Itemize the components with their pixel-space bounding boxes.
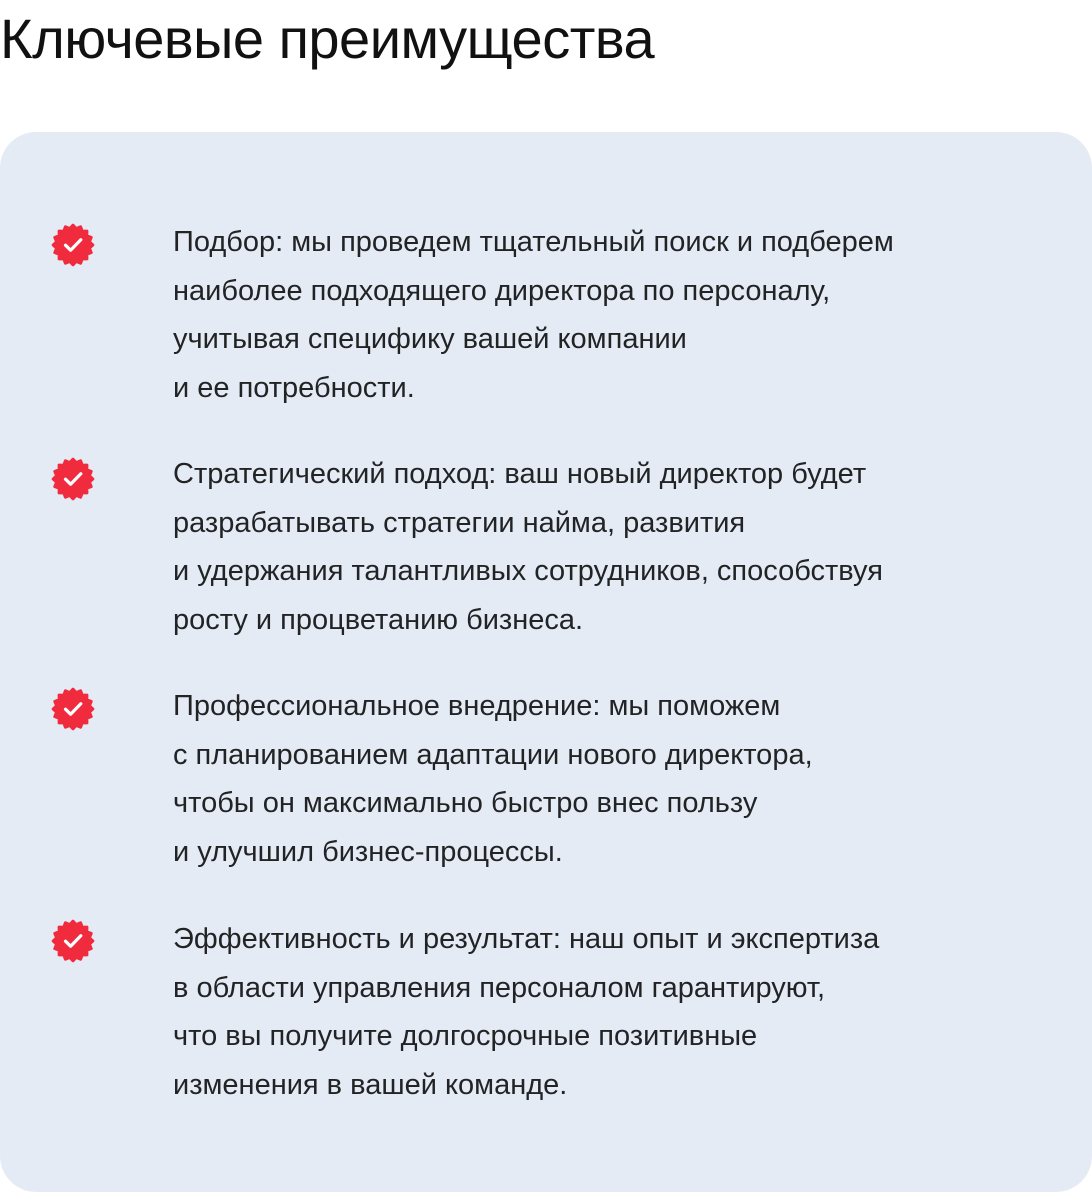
- badge-check-icon: [50, 456, 96, 502]
- benefit-line: Эффективность и результат: наш опыт и экспертиза: [173, 923, 880, 955]
- benefit-line: росту и процветанию бизнеса.: [173, 603, 584, 636]
- benefit-line: с планированием адаптации нового директора,: [173, 738, 813, 771]
- benefit-line: и ее потребности.: [173, 371, 415, 404]
- benefit-text: [173, 682, 1053, 876]
- badge-check-icon: [50, 918, 96, 964]
- benefit-line: наиболее подходящего директора по персоналу,: [173, 274, 831, 307]
- benefit-line: учитывая специфику вашей компании: [173, 323, 687, 355]
- benefit-line: и улучшил бизнес-процессы.: [173, 835, 563, 868]
- benefits-card: [0, 132, 1092, 1192]
- benefit-text: [173, 218, 1053, 412]
- page-title: Ключевые преимущества: [0, 7, 655, 70]
- benefit-line: Стратегический подход: ваш новый директор будет: [173, 458, 867, 490]
- badge-check-icon: [50, 222, 96, 268]
- benefit-text: [173, 450, 1053, 644]
- benefit-line: Профессиональное внедрение: мы поможем: [173, 690, 781, 722]
- badge-check-icon: [50, 686, 96, 732]
- benefit-line: и удержания талантливых сотрудников, способствуя: [173, 555, 883, 587]
- benefit-line: чтобы он максимально быстро внес пользу: [173, 787, 758, 819]
- benefit-line: разрабатывать стратегии найма, развития: [173, 506, 746, 539]
- benefit-line: что вы получите долгосрочные позитивные: [173, 1020, 758, 1052]
- benefit-line: изменения в вашей команде.: [173, 1068, 568, 1101]
- benefit-text: [173, 915, 1053, 1109]
- benefit-line: в области управления персоналом гарантируют,: [173, 971, 826, 1004]
- benefit-line: Подбор: мы проведем тщательный поиск и подберем: [173, 226, 894, 258]
